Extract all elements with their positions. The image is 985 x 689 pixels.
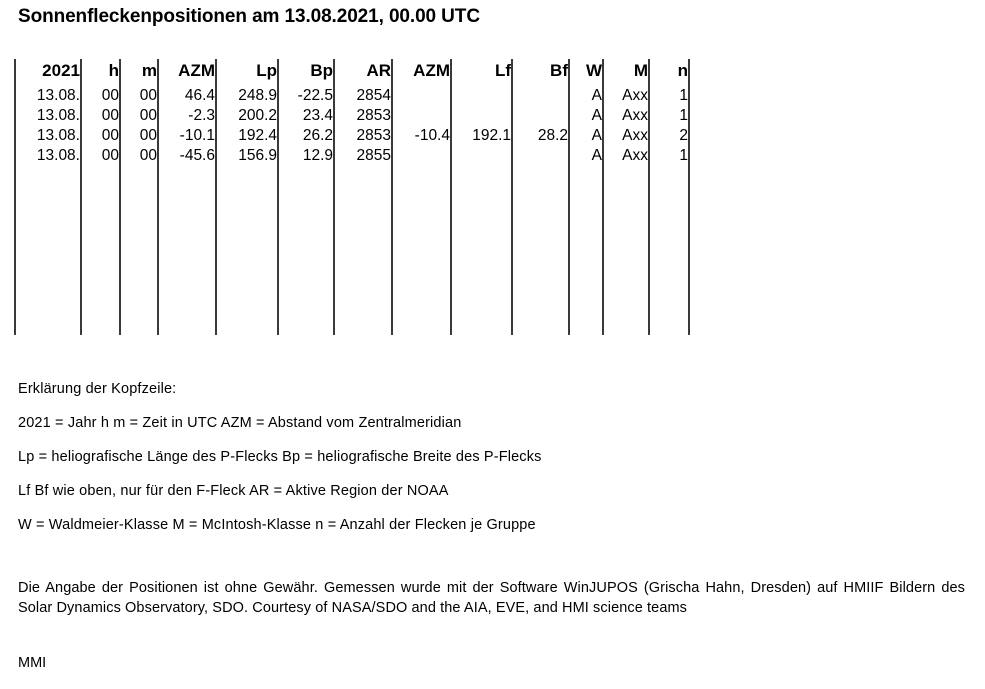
legend-line-lp-bp: Lp = heliografische Länge des P-Flecks Bp = heliografische Breite des P-Flecks bbox=[18, 449, 542, 465]
cell-n: 1 bbox=[679, 107, 688, 124]
cell-lp: Lp bbox=[256, 61, 277, 80]
table-row bbox=[14, 146, 692, 166]
cell-w: A bbox=[591, 127, 602, 144]
cell-ar: 2855 bbox=[356, 147, 391, 164]
cell-m_cls: Axx bbox=[622, 127, 648, 144]
table-column-rule bbox=[157, 59, 159, 335]
cell-azm_p: -10.1 bbox=[179, 127, 215, 144]
cell-year: 13.08. bbox=[36, 147, 80, 164]
table-column-rule bbox=[450, 59, 452, 335]
cell-year: 13.08. bbox=[36, 107, 80, 124]
table-row bbox=[14, 86, 692, 106]
cell-azm_p: AZM bbox=[178, 61, 215, 80]
table-column-rule bbox=[688, 59, 690, 335]
cell-lp: 248.9 bbox=[238, 87, 277, 104]
cell-lp: 200.2 bbox=[238, 107, 277, 124]
cell-azm_p: -45.6 bbox=[179, 147, 215, 164]
legend-line-lf-bf-ar: Lf Bf wie oben, nur für den F-Fleck AR = Aktive Region der NOAA bbox=[18, 483, 449, 499]
cell-m_cls: Axx bbox=[622, 147, 648, 164]
cell-azm_p: -2.3 bbox=[188, 107, 215, 124]
table-column-rule bbox=[602, 59, 604, 335]
cell-year: 13.08. bbox=[36, 127, 80, 144]
table-column-rule bbox=[14, 59, 16, 335]
cell-azm_f: -10.4 bbox=[414, 127, 450, 144]
cell-m_cls: Axx bbox=[622, 107, 648, 124]
cell-h: 00 bbox=[101, 147, 119, 164]
cell-h: h bbox=[108, 61, 119, 80]
cell-w: A bbox=[591, 107, 602, 124]
cell-m_cls: M bbox=[633, 61, 648, 80]
cell-n: n bbox=[677, 61, 688, 80]
legend-line-year-time-azm: 2021 = Jahr h m = Zeit in UTC AZM = Abstand vom Zentralmeridian bbox=[18, 415, 462, 431]
cell-n: 1 bbox=[679, 147, 688, 164]
table-row bbox=[14, 106, 692, 126]
cell-lp: 192.4 bbox=[238, 127, 277, 144]
cell-w: A bbox=[591, 87, 602, 104]
cell-year: 13.08. bbox=[36, 87, 80, 104]
cell-lf: 192.1 bbox=[472, 127, 511, 144]
cell-w: A bbox=[591, 147, 602, 164]
cell-ar: 2853 bbox=[356, 127, 391, 144]
disclaimer-paragraph: Die Angabe der Positionen ist ohne Gewähr. Gemessen wurde mit der Software WinJUPOS (Grischa Hahn, Dresden) auf HMIIF Bildern des Solar Dynamics Observatory, SDO. Courtesy of NASA/SDO and the AIA, EVE, and HMI science teams bbox=[18, 580, 965, 616]
legend-heading: Erklärung der Kopfzeile: bbox=[18, 381, 177, 397]
cell-year: 2021 bbox=[42, 61, 80, 80]
cell-bp: 26.2 bbox=[302, 127, 333, 144]
cell-lp: 156.9 bbox=[238, 147, 277, 164]
cell-h: 00 bbox=[101, 87, 119, 104]
cell-w: W bbox=[585, 61, 602, 80]
table-column-rule bbox=[277, 59, 279, 335]
cell-bp: 12.9 bbox=[302, 147, 333, 164]
cell-bf: 28.2 bbox=[537, 127, 568, 144]
cell-m_cls: Axx bbox=[622, 87, 648, 104]
cell-bp: 23.4 bbox=[302, 107, 333, 124]
table-column-rule bbox=[648, 59, 650, 335]
cell-azm_f: AZM bbox=[413, 61, 450, 80]
cell-m: 00 bbox=[139, 127, 157, 144]
legend-block bbox=[18, 372, 738, 542]
table-column-rule bbox=[119, 59, 121, 335]
table-column-rule bbox=[215, 59, 217, 335]
legend-line-w-m-n: W = Waldmeier-Klasse M = McIntosh-Klasse n = Anzahl der Flecken je Gruppe bbox=[18, 517, 536, 533]
cell-h: 00 bbox=[101, 107, 119, 124]
cell-ar: 2853 bbox=[356, 107, 391, 124]
cell-m: m bbox=[141, 61, 157, 80]
cell-ar: 2854 bbox=[356, 87, 391, 104]
cell-h: 00 bbox=[101, 127, 119, 144]
table-column-rule bbox=[511, 59, 513, 335]
cell-n: 2 bbox=[679, 127, 688, 144]
table-column-rule bbox=[80, 59, 82, 335]
sunspot-position-table bbox=[14, 59, 692, 335]
author-signature: MMI bbox=[18, 655, 47, 671]
table-row bbox=[14, 126, 692, 146]
cell-m: 00 bbox=[139, 147, 157, 164]
page-title: Sonnenfleckenpositionen am 13.08.2021, 00.00 UTC bbox=[18, 6, 480, 27]
cell-bp: -22.5 bbox=[297, 87, 333, 104]
cell-m: 00 bbox=[139, 87, 157, 104]
table-column-rule bbox=[333, 59, 335, 335]
cell-lf: Lf bbox=[494, 61, 511, 80]
table-column-rule bbox=[391, 59, 393, 335]
cell-m: 00 bbox=[139, 107, 157, 124]
table-column-rule bbox=[568, 59, 570, 335]
cell-bf: Bf bbox=[550, 61, 568, 80]
cell-ar: AR bbox=[366, 61, 391, 80]
cell-azm_p: 46.4 bbox=[184, 87, 215, 104]
cell-bp: Bp bbox=[310, 61, 333, 80]
cell-n: 1 bbox=[679, 87, 688, 104]
table-header-row bbox=[14, 61, 692, 81]
